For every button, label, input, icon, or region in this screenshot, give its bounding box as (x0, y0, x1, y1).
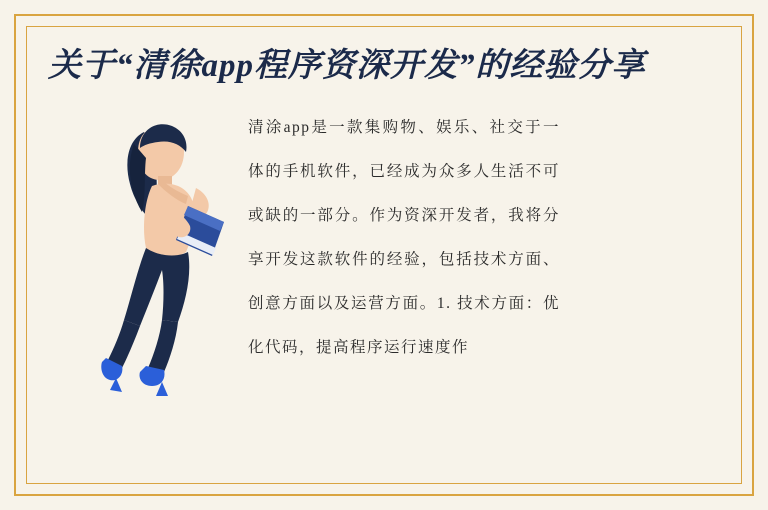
walking-woman-with-book-illustration (100, 114, 250, 404)
article-body (248, 106, 560, 370)
page-title: 关于“清徐app程序资深开发”的经验分享 (48, 48, 646, 84)
article-paragraph: 清涂app是一款集购物、娱乐、社交于一体的手机软件，已经成为众多人生活不可或缺的一部分。作为资深开发者，我将分享开发这款软件的经验，包括技术方面、创意方面以及运营方面。1. 技术方面：优化代码，提高程序运行速度作 (248, 119, 560, 356)
document-content (26, 26, 742, 484)
body-area (48, 106, 720, 406)
